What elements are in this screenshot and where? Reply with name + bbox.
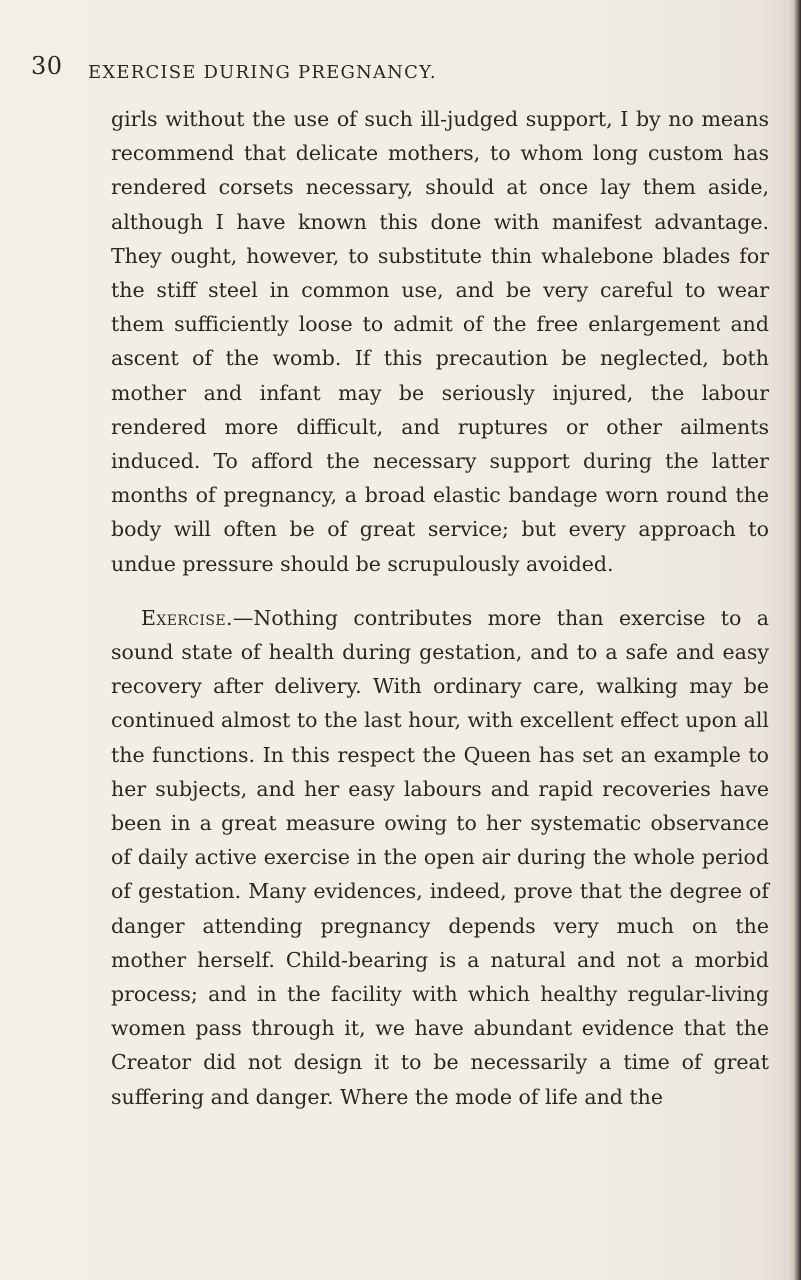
page-edge-shadow [787, 0, 801, 1280]
running-head: EXERCISE DURING PREGNANCY. [88, 62, 437, 83]
section-heading-exercise: Exercise. [141, 605, 233, 630]
page-number: 30 [31, 52, 63, 80]
body-text [111, 102, 769, 1114]
paragraph-exercise-body: —Nothing contributes more than exercise to a sound state of health during gestation, and to a safe and easy recovery after delivery. With ordinary care, walking may be continued almost to the last hour, with excellent effect upon all the functions. In this respect the Queen has set an example to her subjects, and her easy labours and rapid recoveries have been in a great measure owing to her systematic observance of daily active exercise in the open air during the whole period of gestation. Many evidences, indeed, prove that the degree of danger attending pregnancy depends very much on the mother herself. Child-bearing is a natural and not a morbid process; and in the facility with which healthy regular-living women pass through it, we have abundant evidence that the Creator did not design it to be necessarily a time of great suffering and danger. Where the mode of life and the [111, 605, 769, 1109]
paragraph-corsets: girls without the use of such ill-judged support, I by no means recommend that delicate mothers, to whom long custom has rendered corsets necessary, should at once lay them aside, although I have known this done with manifest advantage. They ought, however, to substitute thin whalebone blades for the stiff steel in common use, and be very careful to wear them sufficiently loose to admit of the free enlargement and ascent of the womb. If this precaution be neglected, both mother and infant may be seriously injured, the labour rendered more difficult, and ruptures or other ailments induced. To afford the necessary support during the latter months of pregnancy, a broad elastic bandage worn round the body will often be of great service; but every approach to undue pressure should be scrupulously avoided. [111, 107, 769, 576]
page-header [0, 52, 801, 92]
paragraph-exercise [111, 601, 769, 1114]
